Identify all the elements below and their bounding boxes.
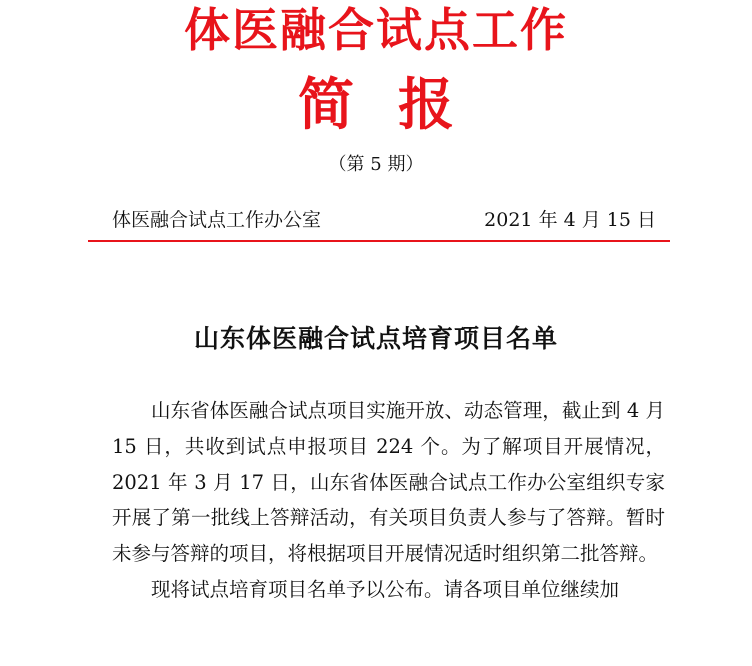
issue-date: 2021 年 4 月 15 日 [484,209,656,231]
masthead-title: 体医融合试点工作 [184,3,568,57]
issue-number: （第 5 期） [328,154,424,175]
article-title: 山东体医融合试点培育项目名单 [193,324,558,353]
article-body [112,393,665,608]
masthead-subtitle: 简报 [298,72,498,138]
body-paragraph: 山东省体医融合试点项目实施开放、动态管理，截止到 4 月 15 日，共收到试点申报项目 224 个。为了解项目开展情况，2021 年 3 月 17 日，山东省体医融合试点工作办公室组织专家开展了第一批线上答辩活动，有关项目负责人参与了答辩。暂时未参与答辩的项目，将根据项目开展情况适时组织第二批答辩。 [112,399,665,566]
body-paragraph: 现将试点培育项目名单予以公布。请各项目单位继续加 [151,577,620,601]
red-divider-rule [88,240,670,242]
issuing-office: 体医融合试点工作办公室 [112,209,322,231]
